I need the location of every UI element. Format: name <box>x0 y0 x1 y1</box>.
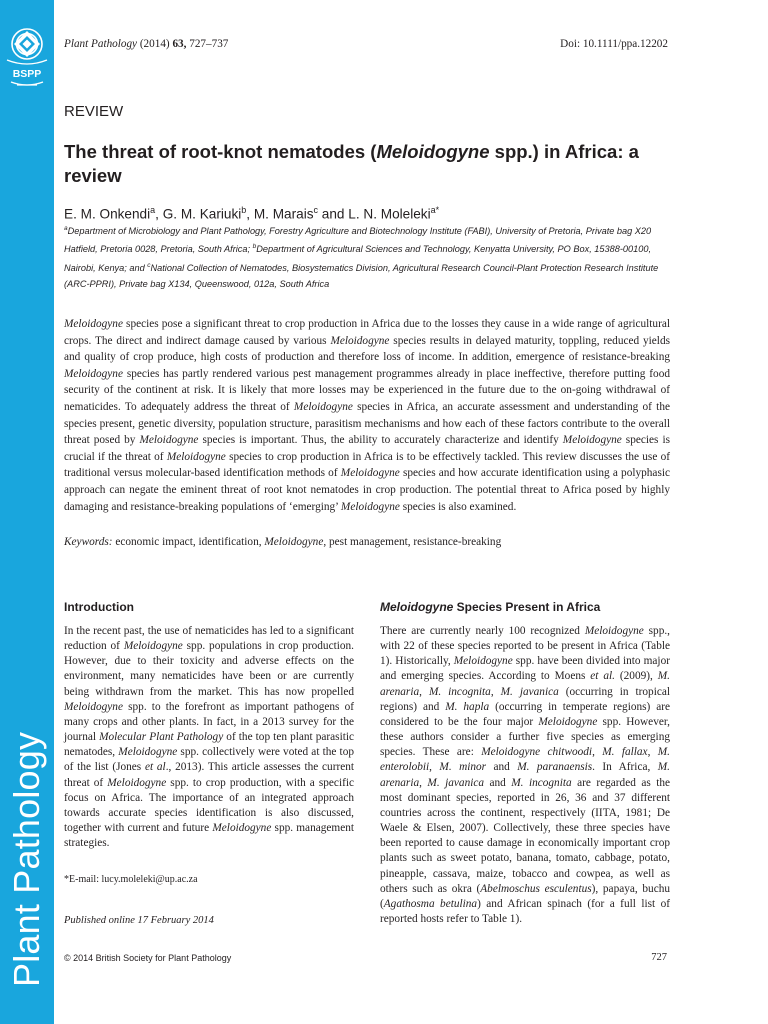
published-date: Published online 17 February 2014 <box>64 915 214 926</box>
keywords-label: Keywords: <box>64 536 113 548</box>
corresponding-email: *E-mail: lucy.moleleki@up.ac.za <box>64 874 198 885</box>
doi: Doi: 10.1111/ppa.12202 <box>560 38 668 50</box>
sidebar-journal-name: Plant Pathology <box>6 731 47 987</box>
journal-volume: 63, <box>172 38 187 50</box>
affiliations: $^a$Department of Microbiology and Plant Pathology, Forestry Agriculture and Biotechnology Institute (FABI), University of Pretoria, Private bag X20 Hatfield, Pretoria 0028, Pretoria, South Africa; $^b$Department of Agricultural Sciences and Technology, Kenyatta University, PO Box, 15388-00100, Nairobi, Kenya; and $^c$National Collection of Nematodes, Biosystematics Division, Agricultural Research Council-Plant Protection Research Institute (ARC-PPRI), Private bag X134, Queenswood, 012a, South Africa <box>64 225 659 289</box>
affiliation: Department of Agricultural Sciences and Technology, Kenyatta University, PO Box, 15388-00100, Nairobi, Kenya; and <box>64 244 652 273</box>
author-name: M. Marais <box>253 206 314 222</box>
journal-name: Plant Pathology <box>64 38 138 50</box>
introduction-heading: Introduction <box>64 600 134 614</box>
journal-sidebar <box>0 0 54 1024</box>
copyright: © 2014 British Society for Plant Pathology <box>64 953 232 963</box>
author-name: L. N. Moleleki <box>348 206 431 222</box>
species-section-body: There are currently nearly 100 recognized Meloidogyne spp., with 22 of these species reported to be present in Africa (Table 1). Historically, Meloidogyne spp. have been divided into major and emerging species. According to Moens et al. (2009), M. arenaria, M. incognita, M. javanica (occurring in tropical regions) and M. hapla (occurring in temperate regions) are considered to be the four major Meloidogyne spp. However, these authors consider a further five species as emerging species. These are: Meloidogyne chitwoodi, M. fallax, M. enterolobii, M. minor and M. paranaensis. In Africa, M. arenaria, M. javanica and M. incognita are regarded as the most dominant species, reported in 26, 36 and 37 different countries across the continent, respectively (IITA, 1981; De Waele & Elsen, 2007). Collectively, these three species have been reported to cause damage in economically important crop plants such as sweet potato, banana, tomato, cabbage, potato, pineapple, cassava, maize, tobacco and cowpea, as well as others such as okra (Abelmoschus esculentus), papaya, buchu (Agathosma betulina) and African spinach (for a full list of reported hosts refer to Table 1). <box>380 625 671 925</box>
journal-pages: 727–737 <box>189 38 229 50</box>
journal-citation <box>64 38 228 50</box>
bspp-logo-icon <box>3 24 51 90</box>
introduction-body: In the recent past, the use of nematicides has led to a significant reduction of Meloidogyne spp. populations in crop production. However, due to their toxicity and adverse effects on the environment, many nematicides have been or are currently being withdrawn from the market. This has now propelled Meloidogyne spp. to the forefront as important pathogens of many crops and other plants. In fact, in a 2013 survey for the journal Molecular Plant Pathology of the top ten plant parasitic nematodes, Meloidogyne spp. collectively were voted at the top of the list (Jones et al., 2013). This article assesses the current threat of Meloidogyne spp. to crop production, with a specific focus on Africa. The importance of an integrated approach towards accurate species identification is also discussed, together with current and future Meloidogyne spp. management strategies. <box>64 625 355 850</box>
author-list: E. M. Onkendi$^a$, G. M. Kariuki$^b$, M. Marais$^c$ and L. N. Moleleki$^{a*}$ <box>64 205 440 222</box>
article-title: The threat of root-knot nematodes (Meloidogyne spp.) in Africa: a review <box>64 141 639 186</box>
author-name: E. M. Onkendi <box>64 206 151 222</box>
affiliation: National Collection of Nematodes, Biosystematics Division, Agricultural Research Council-Plant Protection Research Institute (ARC-PPRI), Private bag X134, Queenswood, 012a, South Africa <box>64 262 659 289</box>
article-type: REVIEW <box>64 103 124 120</box>
journal-year: (2014) <box>139 38 170 50</box>
logo-text: BSPP <box>12 68 42 80</box>
species-section-heading: Meloidogyne Species Present in Africa <box>380 600 601 614</box>
abstract: Meloidogyne species pose a significant threat to crop production in Africa due to the losses they cause in a wide range of agricultural crops. The direct and indirect damage caused by various Meloidogyne species results in delayed maturity, toppling, reduced yields and quality of crop produce, high costs of production and therefore loss of income. In addition, emergence of resistance-breaking Meloidogyne species has partly rendered various pest management programmes already in place ineffective, therefore putting food security of the continent at risk. It is likely that more losses may be experienced in the future due to the on-going withdrawal of nematicides. To adequately address the threat of Meloidogyne species in Africa, an accurate assessment and understanding of the species present, genetic diversity, population structure, parasitism mechanisms and how each of these factors contribute to the overall threat posed by Meloidogyne species is important. Thus, the ability to accurately characterize and identify Meloidogyne species is crucial if the threat of Meloidogyne species to crop production in Africa is to be effectively tackled. This review discusses the use of traditional versus molecular-based identification methods of Meloidogyne species and how accurate identification using a polyphasic approach can negate the eminent threat of root knot nematodes in crop production. The potential threat to Africa posed by highly damaging and resistance-breaking populations of ‘emerging’ Meloidogyne species is also examined. <box>64 318 670 513</box>
author-name: G. M. Kariuki <box>162 206 242 222</box>
page-number: 727 <box>651 952 667 963</box>
affiliation: Department of Microbiology and Plant Pathology, Forestry Agriculture and Biotechnology Institute (FABI), University of Pretoria, Private bag X20 Hatfield, Pretoria 0028, Pretoria, South Africa; <box>64 226 652 255</box>
keywords: Keywords: economic impact, identification, Meloidogyne, pest management, resistance-breaking <box>64 536 502 548</box>
